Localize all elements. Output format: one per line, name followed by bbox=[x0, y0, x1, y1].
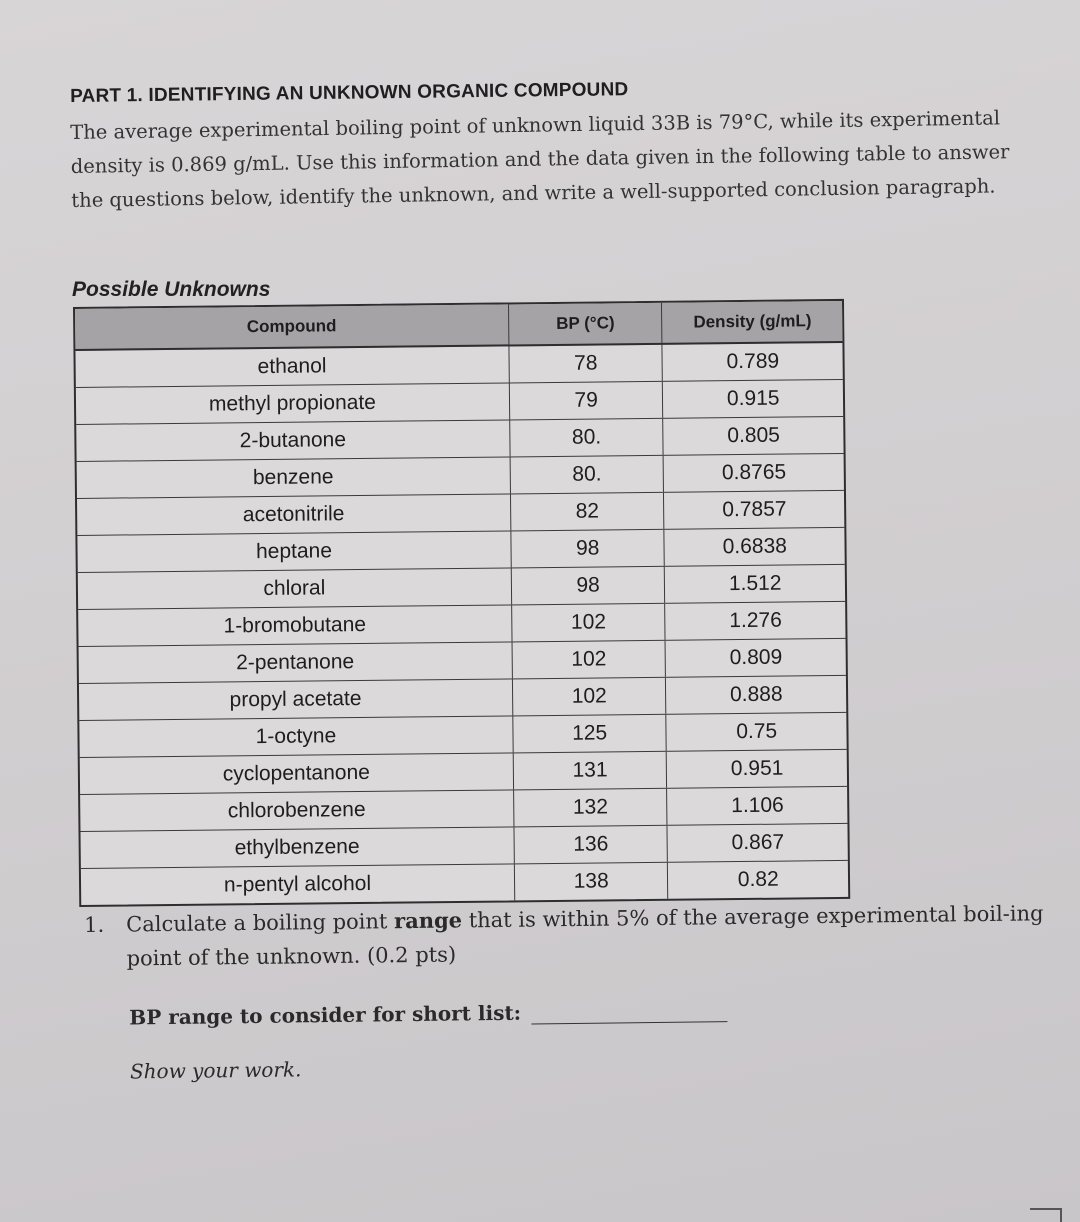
density-cell: 0.8765 bbox=[721, 460, 787, 485]
bp-cell: 80. bbox=[510, 419, 664, 457]
part-title: PART 1. IDENTIFYING AN UNKNOWN ORGANIC COMPOUND bbox=[70, 79, 629, 107]
compound-cell: heptane bbox=[77, 531, 511, 572]
questions-section bbox=[84, 896, 1046, 1084]
table-body bbox=[75, 343, 848, 905]
compound-cell: acetonitrile bbox=[77, 494, 511, 535]
bp-cell: 78 bbox=[509, 345, 663, 383]
compound-cell: 1-octyne bbox=[79, 716, 513, 757]
question-text bbox=[126, 896, 1045, 975]
compound-cell: 2-butanone bbox=[76, 420, 510, 461]
bp-cell: 82 bbox=[511, 493, 665, 531]
density-cell: 0.805 bbox=[727, 423, 781, 448]
header-compound: Compound bbox=[75, 304, 509, 349]
bp-cell: 136 bbox=[514, 826, 668, 864]
question-1 bbox=[84, 896, 1045, 976]
density-cell: 1.106 bbox=[731, 793, 784, 818]
bp-range-blank[interactable] bbox=[531, 1001, 727, 1024]
table-caption: Possible Unknowns bbox=[72, 278, 271, 301]
bp-cell: 80. bbox=[510, 456, 664, 494]
density-cell: 0.82 bbox=[737, 867, 779, 892]
corner-mark bbox=[1030, 1208, 1062, 1222]
compound-cell: n-pentyl alcohol bbox=[81, 864, 515, 905]
compound-cell: methyl propionate bbox=[76, 383, 510, 424]
bp-cell: 102 bbox=[512, 641, 666, 679]
density-cell: 0.951 bbox=[730, 756, 784, 781]
density-cell: 1.512 bbox=[728, 571, 782, 596]
bp-cell: 102 bbox=[513, 678, 667, 716]
show-work-label: Show your work. bbox=[129, 1057, 302, 1084]
density-cell: 0.789 bbox=[726, 349, 780, 374]
compound-cell: chlorobenzene bbox=[80, 790, 514, 831]
density-cell: 0.867 bbox=[731, 830, 785, 855]
compound-cell: benzene bbox=[77, 457, 511, 498]
bp-cell: 98 bbox=[511, 530, 665, 568]
bp-cell: 98 bbox=[512, 567, 666, 605]
header-density: Density (g/mL) bbox=[693, 311, 812, 332]
compound-cell: 1-bromobutane bbox=[78, 605, 512, 646]
density-cell: 0.915 bbox=[726, 386, 780, 411]
table-row bbox=[81, 861, 848, 905]
intro-paragraph: The average experimental boiling point of unknown liquid 33B is 79°C, while its experimental density is 0.869 g/mL. Use this information and the data given in the following table to answer the questions below, identify the unknown, and write a well-supported conclusion paragraph. bbox=[70, 106, 1010, 212]
bp-cell: 125 bbox=[513, 715, 667, 753]
compound-cell: chloral bbox=[78, 568, 512, 609]
compound-cell: 2-pentanone bbox=[79, 642, 513, 683]
bp-range-line bbox=[129, 994, 1045, 1029]
bp-range-label: BP range to consider for short list: bbox=[129, 1000, 522, 1030]
bp-cell: 102 bbox=[512, 604, 666, 642]
density-cell: 0.7857 bbox=[722, 497, 787, 522]
question-text-part: Calculate a boiling point bbox=[126, 909, 395, 937]
bp-cell: 132 bbox=[514, 789, 668, 827]
bp-cell: 138 bbox=[515, 863, 669, 901]
compound-cell: propyl acetate bbox=[79, 679, 513, 720]
question-text-part: that is within 5% of the average experimental boil-ing point of the unknown. (0.2 pts) bbox=[126, 901, 1044, 971]
unknowns-table bbox=[73, 299, 850, 907]
compound-cell: ethylbenzene bbox=[80, 827, 514, 868]
compound-cell: ethanol bbox=[75, 346, 509, 387]
density-cell: 0.75 bbox=[736, 719, 778, 744]
bp-cell: 131 bbox=[514, 752, 668, 790]
density-cell: 0.809 bbox=[729, 645, 783, 670]
density-cell: 1.276 bbox=[729, 608, 782, 633]
density-cell: 0.6838 bbox=[722, 534, 788, 559]
header-bp: BP (°C) bbox=[509, 303, 663, 345]
bp-cell: 79 bbox=[510, 382, 664, 420]
density-cell: 0.888 bbox=[729, 682, 783, 707]
question-number: 1. bbox=[84, 912, 105, 937]
question-text-bold: range bbox=[393, 907, 463, 934]
compound-cell: cyclopentanone bbox=[80, 753, 514, 794]
